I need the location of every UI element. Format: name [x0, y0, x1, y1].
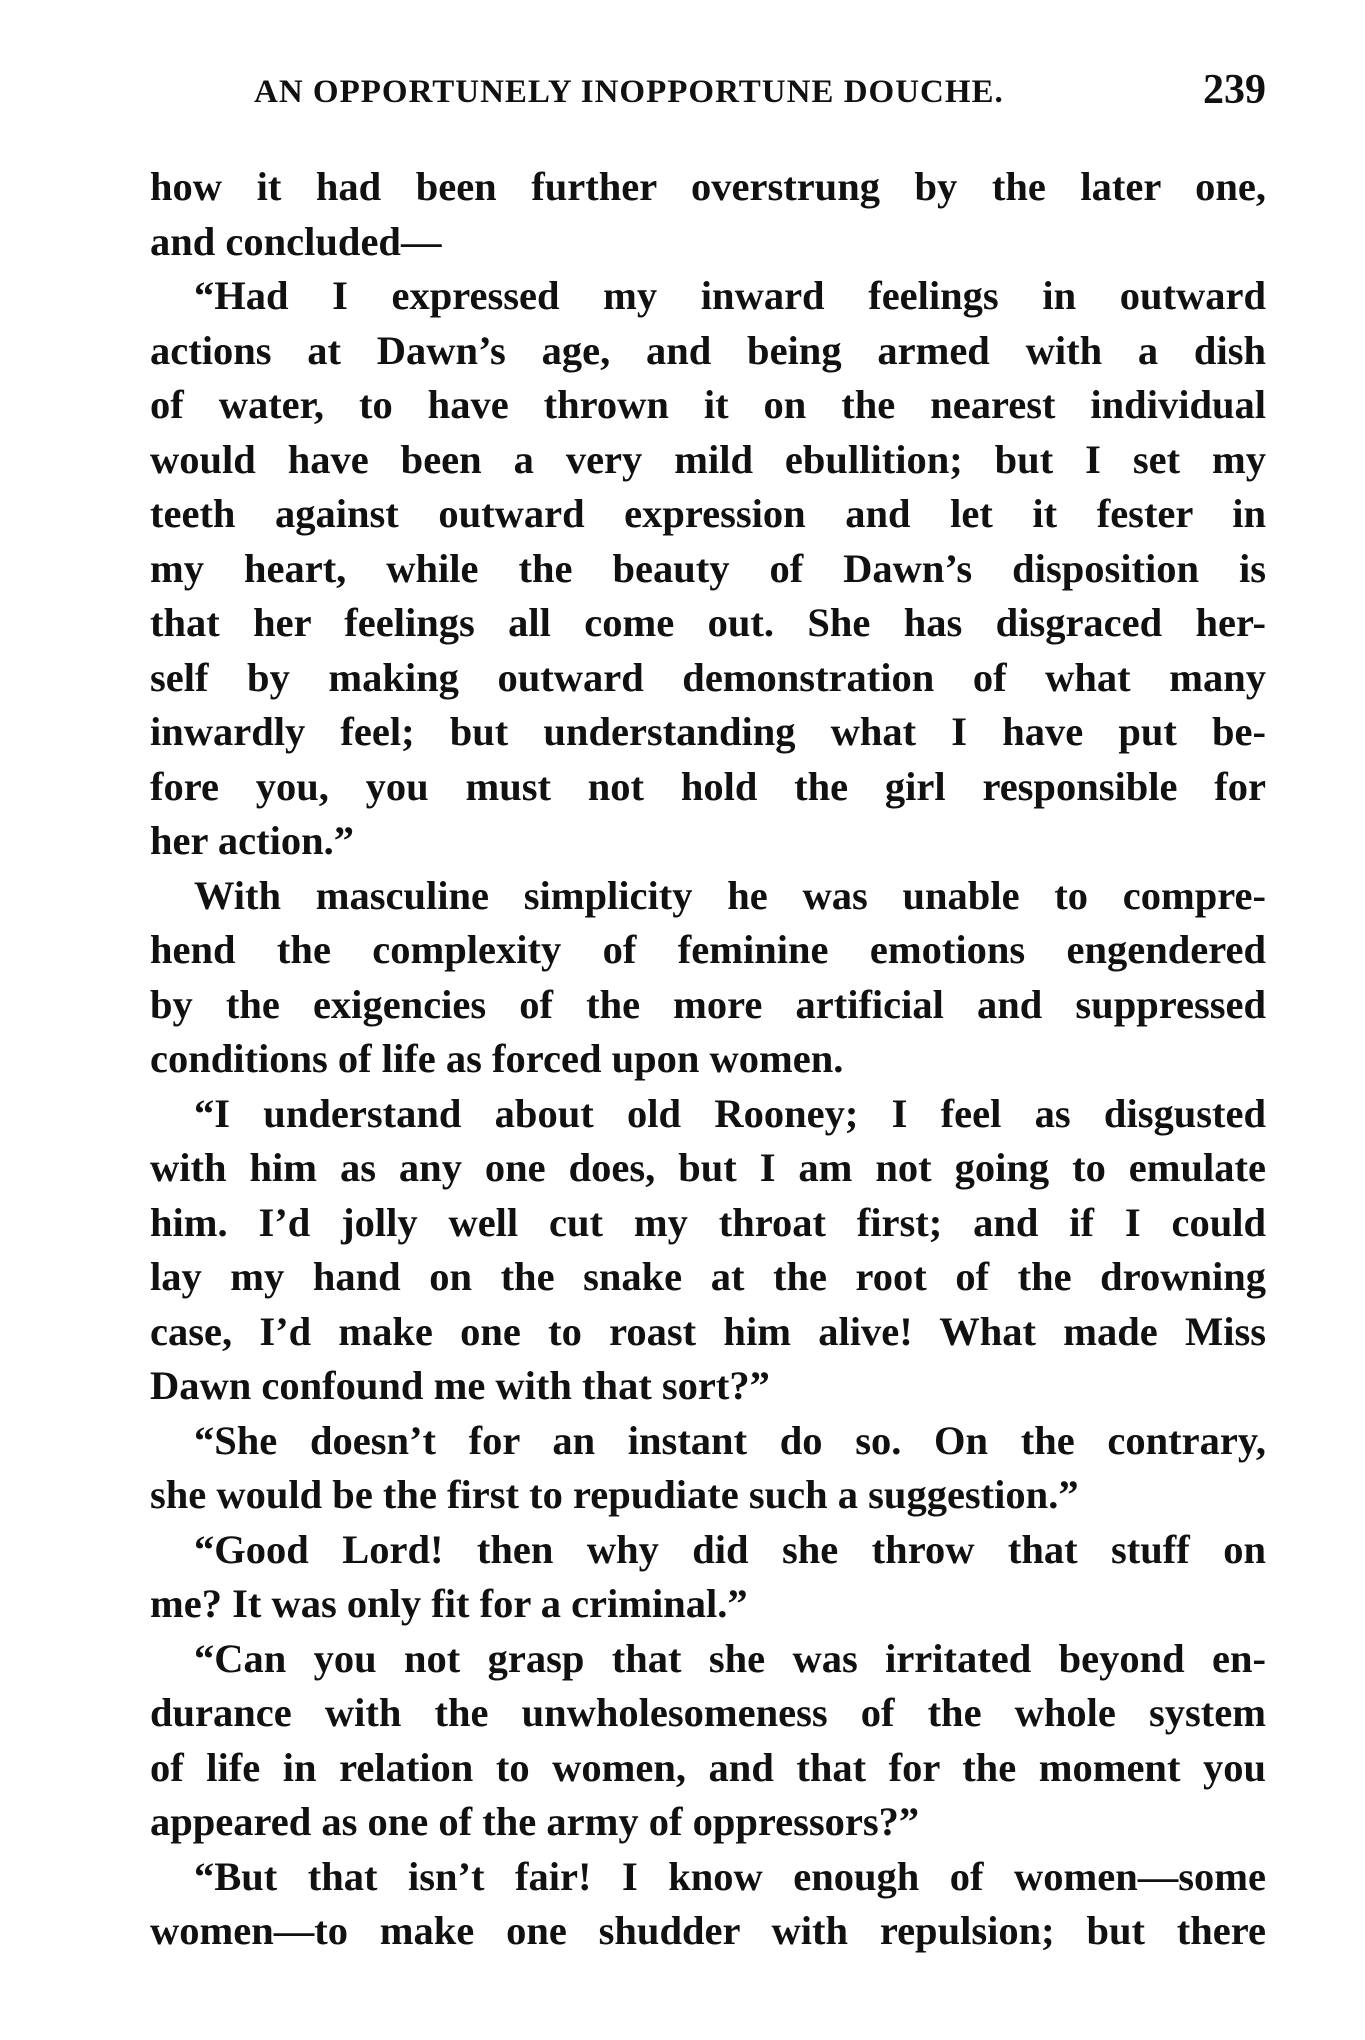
text-line: by the exigencies of the more artificial and suppressed	[150, 981, 1266, 1027]
text-line: my heart, while the beauty of Dawn’s disposition is	[150, 545, 1266, 591]
text-line: her action.”	[150, 818, 354, 863]
text-line: Dawn confound me with that sort?”	[150, 1363, 770, 1408]
text-line: teeth against outward expression and let it fester in	[150, 491, 1266, 536]
text-line: women—to make one shudder with repulsion; but there	[150, 1908, 1266, 1953]
text-line: she would be the first to repudiate such a suggestion.”	[150, 1472, 1079, 1517]
text-line: fore you, you must not hold the girl responsible for	[150, 763, 1266, 809]
body-text	[150, 160, 1266, 1959]
page-number: 239	[1203, 67, 1266, 113]
text-line: “But that isn’t fair! I know enough of women—some	[194, 1853, 1266, 1899]
text-line: appeared as one of the army of oppressors?”	[150, 1799, 920, 1844]
text-line: with him as any one does, but I am not going to emulate	[150, 1145, 1266, 1190]
text-line: and concluded—	[150, 218, 442, 264]
text-line: how it had been further overstrung by the later one,	[150, 164, 1266, 209]
text-line: actions at Dawn’s age, and being armed with a dish	[150, 327, 1266, 373]
text-line: With masculine simplicity he was unable to compre-	[194, 872, 1266, 918]
text-line: “Can you not grasp that she was irritated beyond en-	[194, 1635, 1266, 1681]
text-line: of water, to have thrown it on the nearest individual	[150, 382, 1266, 427]
text-line: self by making outward demonstration of what many	[150, 654, 1266, 700]
text-line: him. I’d jolly well cut my throat first; and if I could	[150, 1199, 1266, 1245]
text-line: lay my hand on the snake at the root of the drowning	[150, 1254, 1266, 1299]
text-line: would have been a very mild ebullition; but I set my	[150, 436, 1266, 482]
text-line: inwardly feel; but understanding what I have put be-	[150, 709, 1266, 754]
text-line: hend the complexity of feminine emotions engendered	[150, 927, 1266, 972]
text-line: durance with the unwholesomeness of the whole system	[150, 1690, 1266, 1735]
text-line: case, I’d make one to roast him alive! What made Miss	[150, 1308, 1266, 1354]
book-page	[150, 60, 1266, 1959]
text-line: of life in relation to women, and that for the moment you	[150, 1744, 1266, 1790]
text-line: me? It was only fit for a criminal.”	[150, 1581, 748, 1626]
text-line: “I understand about old Rooney; I feel as disgusted	[194, 1090, 1266, 1136]
text-line: conditions of life as forced upon women.	[150, 1036, 844, 1081]
text-line: that her feelings all come out. She has disgraced her-	[150, 600, 1266, 645]
running-head	[150, 60, 1266, 132]
text-line: “She doesn’t for an instant do so. On the contrary,	[194, 1417, 1266, 1463]
running-title: AN OPPORTUNELY INOPPORTUNE DOUCHE.	[254, 74, 1004, 110]
text-line: “Had I expressed my inward feelings in outward	[194, 273, 1266, 318]
text-line: “Good Lord! then why did she throw that stuff on	[194, 1526, 1266, 1572]
